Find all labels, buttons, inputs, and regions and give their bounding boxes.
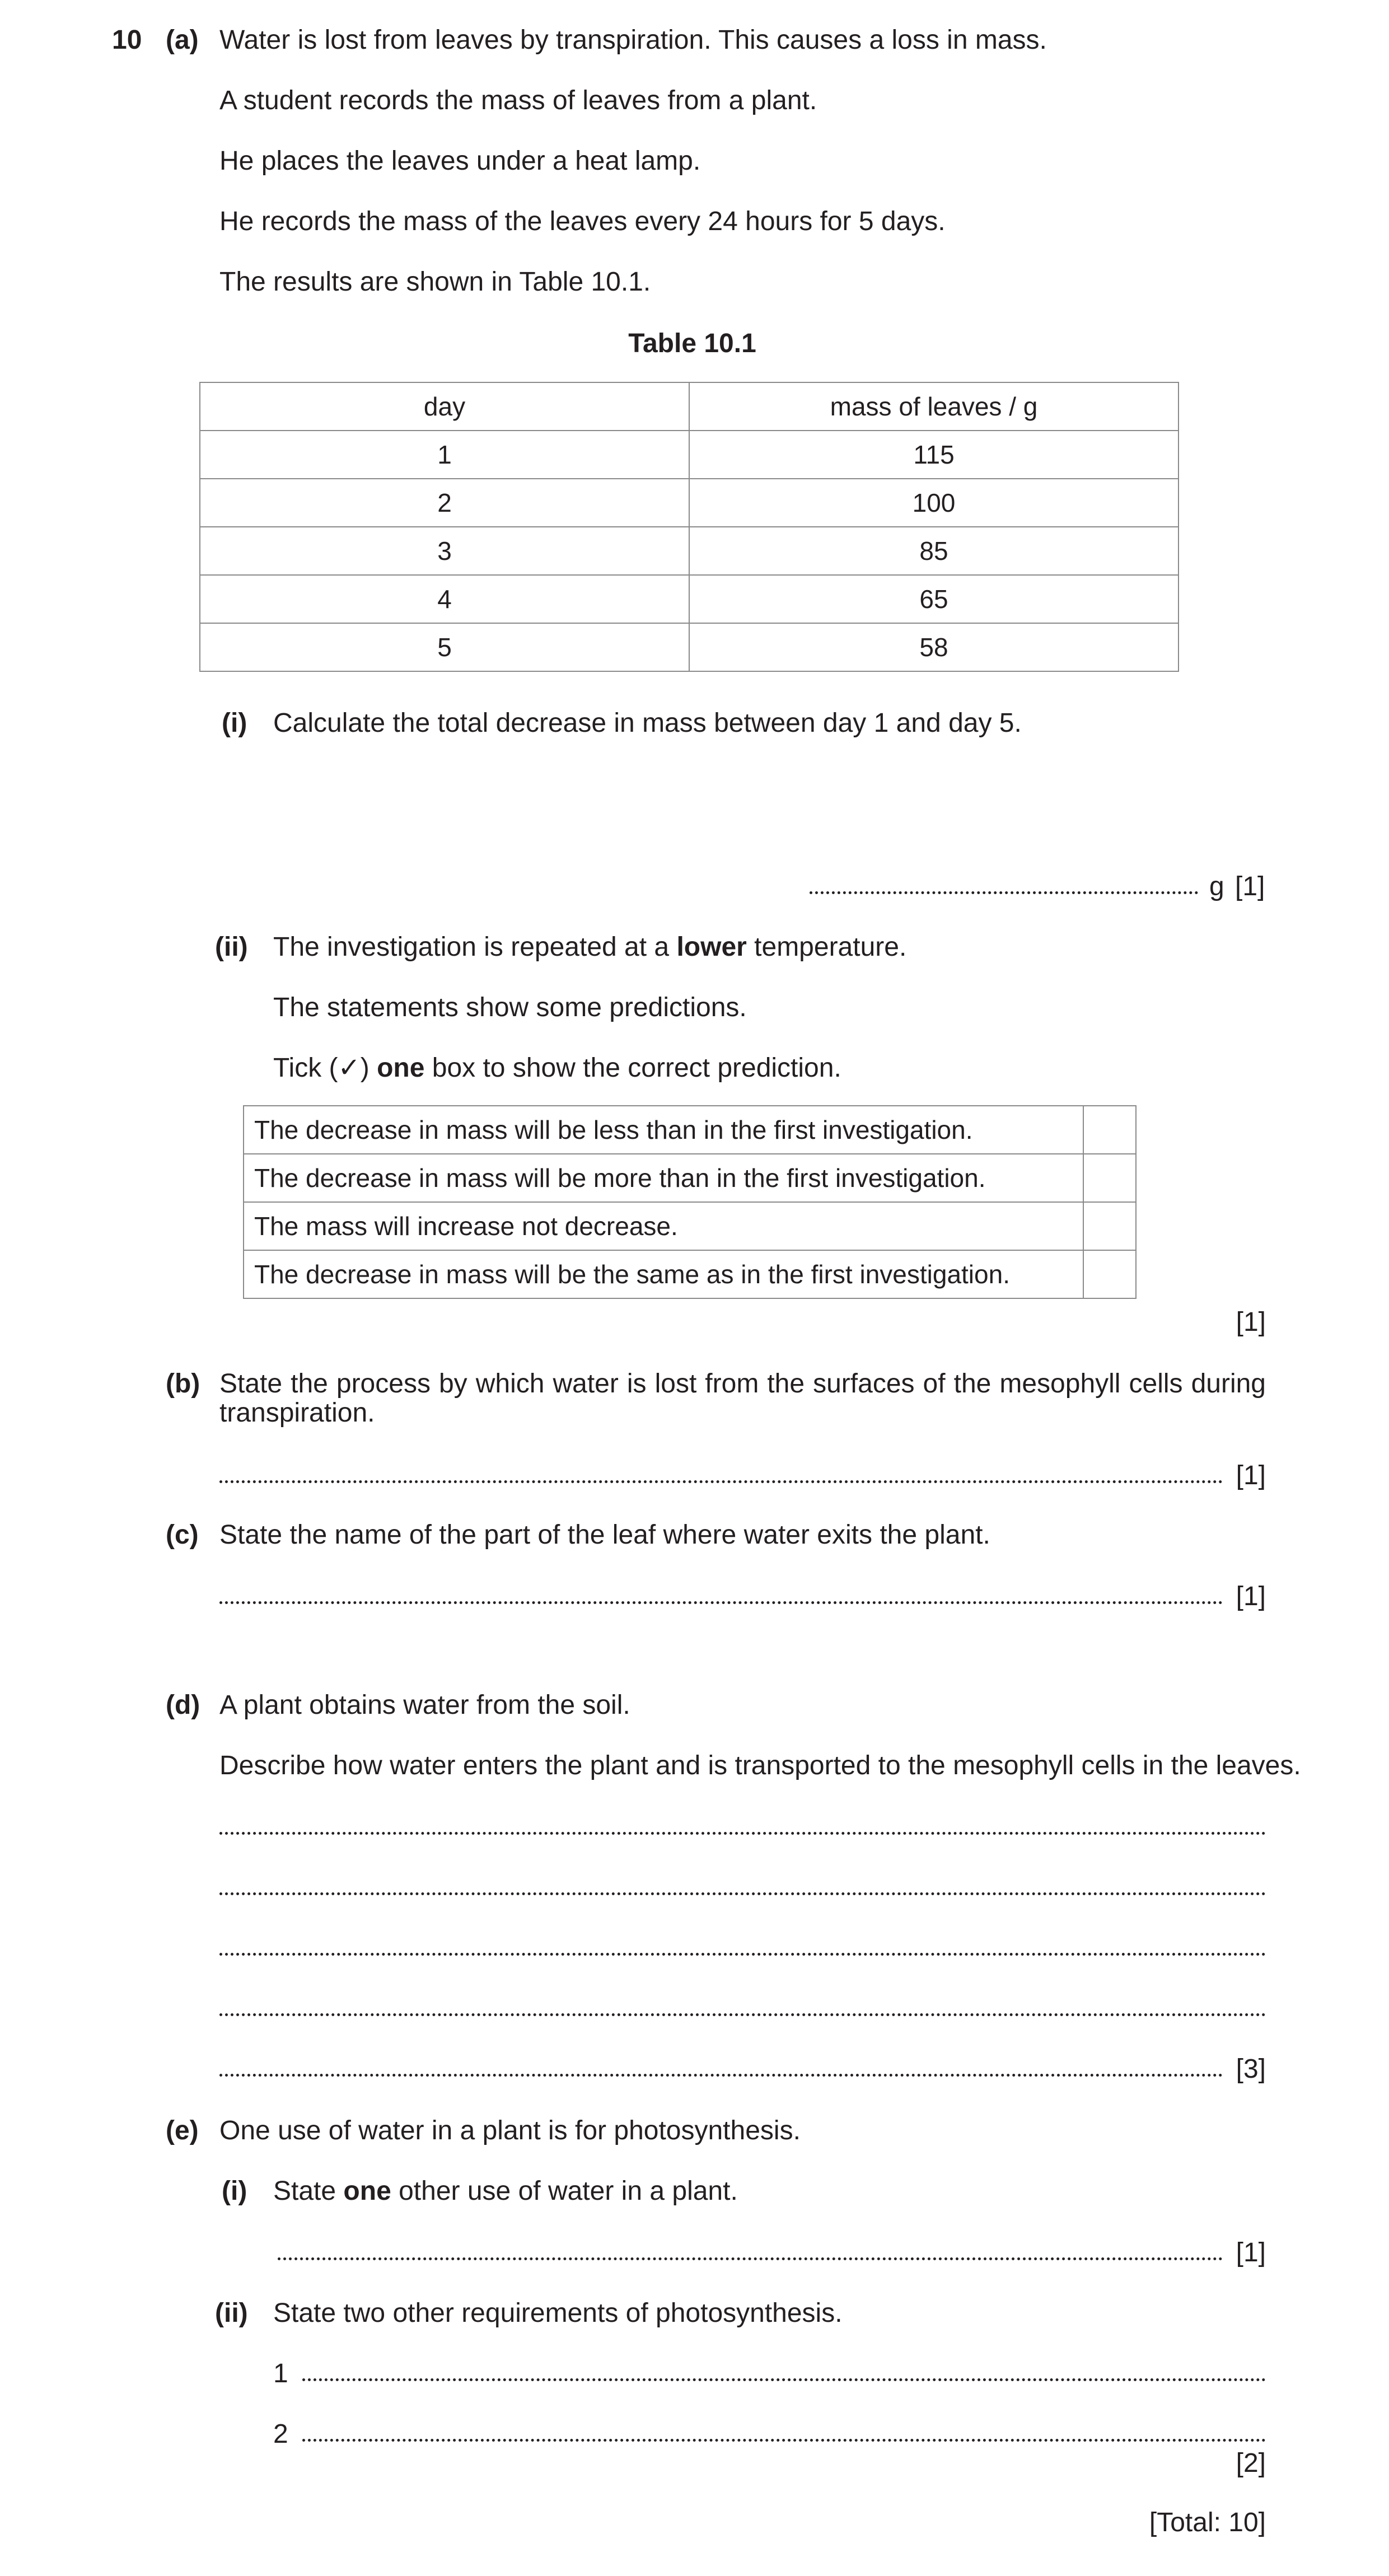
part-e-text: One use of water in a plant is for photosynthesis. [219,2116,801,2145]
tick-box[interactable] [1083,1250,1136,1298]
table-cell-day: 3 [200,527,689,575]
answer-line-d-3[interactable] [219,1953,1266,1956]
part-a-ii-line2: The statements show some predictions. [273,993,747,1022]
table-row [200,623,1178,671]
requirement-number-1: 1 [273,2359,288,2388]
marks-a-i: [1] [1235,872,1265,901]
part-d-label: (d) [166,1690,200,1720]
part-e-label: (e) [166,2116,199,2145]
part-a-ii-tick-instruction: Tick (✓) one box to show the correct prediction. [273,1053,841,1083]
part-d-text1: A plant obtains water from the soil. [219,1690,630,1720]
answer-line-d-5[interactable] [219,2074,1223,2077]
table-cell-mass: 65 [689,575,1178,623]
table-row [200,527,1178,575]
emphasis-lower: lower [676,932,747,962]
part-b-label: (b) [166,1369,200,1399]
answer-line-d-4[interactable] [219,2013,1266,2016]
table-row [200,479,1178,527]
prediction-option: The decrease in mass will be the same as in the first investigation. [244,1250,1083,1298]
prediction-table [243,1105,1137,1299]
table-row [200,575,1178,623]
table-cell-mass: 85 [689,527,1178,575]
marks-c: [1] [1236,1582,1266,1611]
part-d-text2: Describe how water enters the plant and is transported to the mesophyll cells in the leaves. [219,1751,1301,1780]
emphasis-one: one [343,2176,391,2206]
tick-box[interactable] [1083,1202,1136,1250]
prediction-row [244,1106,1136,1154]
tick-box[interactable] [1083,1154,1136,1202]
part-a-intro-1: Water is lost from leaves by transpiration. This causes a loss in mass. [219,25,1047,55]
table-cell-mass: 58 [689,623,1178,671]
marks-a-ii: [1] [1236,1307,1266,1337]
part-e-i-text: State one other use of water in a plant. [273,2176,738,2206]
prediction-row [244,1250,1136,1298]
part-a-ii-label: (ii) [215,932,248,962]
prediction-row [244,1202,1136,1250]
part-a-intro-4: He records the mass of the leaves every 24 hours for 5 days. [219,207,946,236]
emphasis-one: one [377,1053,425,1083]
answer-line-a-i[interactable] [810,891,1198,894]
answer-line-d-2[interactable] [219,1892,1266,1895]
prediction-option: The decrease in mass will be less than in the first investigation. [244,1106,1083,1154]
marks-d: [3] [1236,2054,1266,2084]
table-header-day: day [200,382,689,431]
part-a-i-label: (i) [222,708,247,738]
table-cell-mass: 100 [689,479,1178,527]
table-cell-day: 5 [200,623,689,671]
answer-line-e-ii-1[interactable] [302,2378,1266,2381]
table-cell-day: 1 [200,431,689,479]
answer-line-b[interactable] [219,1480,1223,1483]
table-header-mass: mass of leaves / g [689,382,1178,431]
table-row [200,431,1178,479]
answer-line-e-ii-2[interactable] [302,2439,1266,2442]
marks-e-ii: [2] [1236,2448,1266,2478]
table-header-row [200,382,1178,431]
prediction-option: The mass will increase not decrease. [244,1202,1083,1250]
part-b-line2: transpiration. [219,1398,375,1428]
table-caption: Table 10.1 [628,329,756,358]
part-e-ii-text: State two other requirements of photosynthesis. [273,2298,843,2328]
requirement-number-2: 2 [273,2419,288,2449]
part-e-ii-label: (ii) [215,2298,248,2328]
results-table [199,382,1179,672]
prediction-row [244,1154,1136,1202]
marks-b: [1] [1236,1461,1266,1490]
marks-e-i: [1] [1236,2238,1266,2268]
part-c-label: (c) [166,1520,199,1550]
part-a-label: (a) [166,25,199,55]
answer-line-d-1[interactable] [219,1832,1266,1835]
part-a-i-text: Calculate the total decrease in mass between day 1 and day 5. [273,708,1022,738]
part-a-intro-2: A student records the mass of leaves from a plant. [219,86,817,115]
table-cell-day: 4 [200,575,689,623]
prediction-option: The decrease in mass will be more than in the first investigation. [244,1154,1083,1202]
answer-line-c[interactable] [219,1601,1223,1604]
tick-box[interactable] [1083,1106,1136,1154]
unit-g: g [1209,872,1224,901]
table-cell-day: 2 [200,479,689,527]
question-number: 10 [112,25,142,55]
part-a-intro-3: He places the leaves under a heat lamp. [219,146,701,176]
part-a-ii-text: The investigation is repeated at a lower temperature. [273,932,907,962]
part-c-text: State the name of the part of the leaf where water exits the plant. [219,1520,990,1550]
table-cell-mass: 115 [689,431,1178,479]
total-marks: [Total: 10] [1149,2508,1266,2537]
part-e-i-label: (i) [222,2176,247,2206]
part-b-line1: State the process by which water is lost from the surfaces of the mesophyll cells during [219,1369,1266,1399]
answer-line-e-i[interactable] [278,2257,1223,2260]
part-a-intro-5: The results are shown in Table 10.1. [219,267,651,297]
